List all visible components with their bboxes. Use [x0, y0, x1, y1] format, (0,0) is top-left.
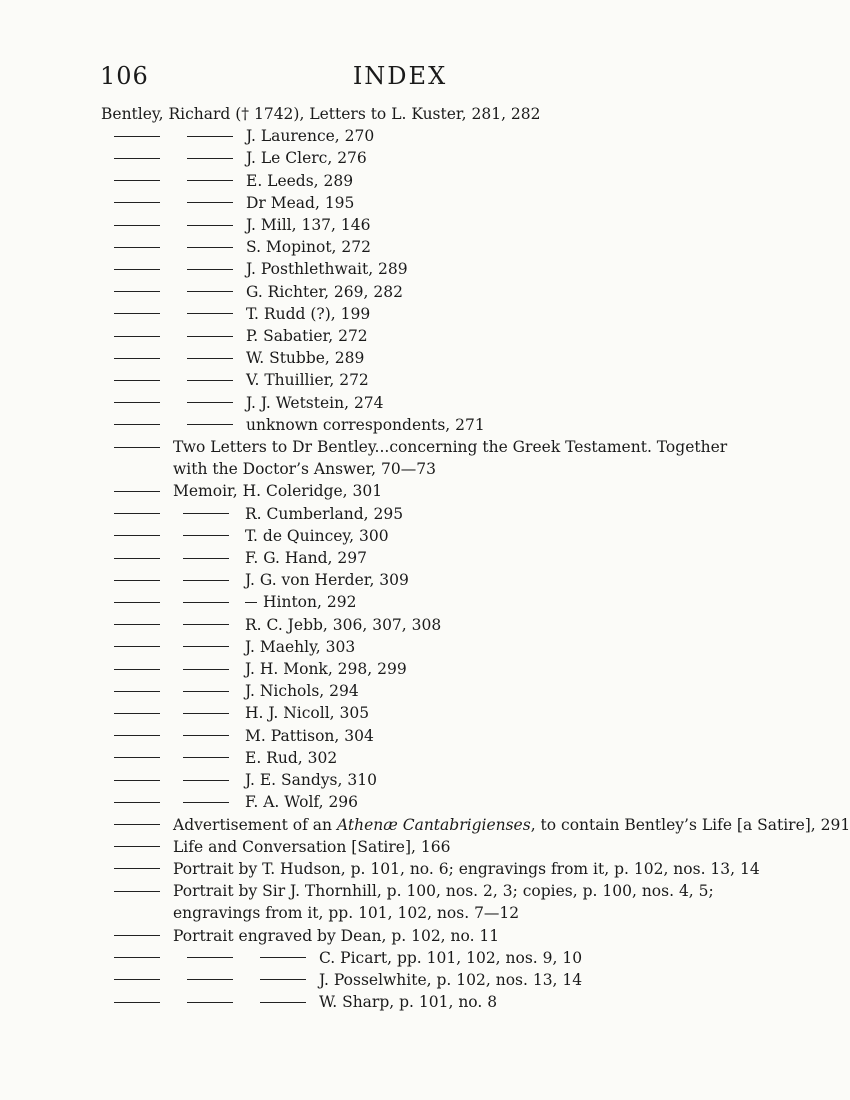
index-entry [101, 281, 766, 303]
entry-text: Two Letters to Dr Bentley...concerning the Greek Testament. Together with the Doctor’s Answer, 70—73 [173, 438, 728, 479]
ditto-dash [187, 1002, 233, 1003]
index-entry [101, 791, 766, 813]
index-entry [101, 192, 766, 214]
ditto-dash [183, 713, 229, 714]
ditto-dash [114, 269, 160, 270]
ditto-dash [260, 957, 306, 958]
ditto-dash [114, 358, 160, 359]
ditto-dash [183, 558, 229, 559]
ditto-dash [114, 158, 160, 159]
index-entry [101, 347, 766, 369]
ditto-dash [114, 1002, 160, 1003]
index-entry [101, 392, 766, 414]
index-entries [101, 103, 850, 1013]
ditto-dash [183, 624, 229, 625]
entry-text-after: , to contain Bentley’s Life [a Satire], 291 [530, 815, 850, 834]
ditto-dash [114, 802, 160, 803]
entry-text-before: Advertisement of an [173, 815, 337, 834]
entry-text: Portrait by T. Hudson, p. 101, no. 6; engravings from it, p. 102, nos. 13, 14 [173, 859, 760, 878]
entry-text: J. Mill, 137, 146 [246, 216, 371, 235]
index-entry [101, 702, 766, 724]
entry-text: J. Le Clerc, 276 [246, 149, 367, 168]
index-entry [101, 858, 766, 880]
ditto-dash [114, 824, 160, 825]
index-entry [101, 170, 766, 192]
index-entry [101, 836, 766, 858]
index-entry [101, 680, 766, 702]
ditto-dash [183, 602, 229, 603]
index-entry [101, 614, 766, 636]
index-entry [101, 569, 766, 591]
ditto-dash [187, 247, 233, 248]
ditto-dash [187, 336, 233, 337]
entry-text: J. G. von Herder, 309 [245, 571, 409, 590]
entry-text: J. H. Monk, 298, 299 [245, 660, 407, 679]
ditto-dash [114, 491, 160, 492]
entry-text: T. de Quincey, 300 [245, 526, 389, 545]
entry-text: S. Mopinot, 272 [246, 238, 371, 257]
ditto-dash [114, 780, 160, 781]
ditto-dash [114, 979, 160, 980]
ditto-dash [187, 225, 233, 226]
ditto-dash [187, 358, 233, 359]
entry-text: V. Thuillier, 272 [246, 371, 369, 390]
entry-text: E. Leeds, 289 [246, 171, 354, 190]
ditto-dash [114, 291, 160, 292]
entry-text-italic: Athenæ Cantabrigienses [336, 815, 531, 834]
ditto-dash [187, 180, 233, 181]
entry-text: Memoir, H. Coleridge, 301 [173, 482, 383, 501]
index-entry [101, 125, 766, 147]
ditto-dash [114, 868, 160, 869]
ditto-dash [114, 891, 160, 892]
ditto-dash [114, 336, 160, 337]
index-entry [101, 436, 766, 480]
index-entry [101, 236, 766, 258]
index-entry [101, 636, 766, 658]
ditto-dash [260, 1002, 306, 1003]
entry-text: M. Pattison, 304 [245, 726, 374, 745]
ditto-dash [187, 136, 233, 137]
ditto-dash [114, 624, 160, 625]
ditto-dash [114, 535, 160, 536]
entry-text: R. C. Jebb, 306, 307, 308 [245, 615, 442, 634]
ditto-dash [114, 669, 160, 670]
index-entry [101, 303, 766, 325]
index-entry [101, 147, 766, 169]
entry-text: P. Sabatier, 272 [246, 327, 368, 346]
entry-text: F. G. Hand, 297 [245, 549, 367, 568]
ditto-dash [183, 580, 229, 581]
ditto-dash [114, 935, 160, 936]
ditto-dash [187, 269, 233, 270]
ditto-dash [114, 136, 160, 137]
index-entry [101, 103, 766, 125]
ditto-dash [187, 291, 233, 292]
entry-text: J. J. Wetstein, 274 [246, 393, 384, 412]
entry-text: J. E. Sandys, 310 [245, 771, 377, 790]
ditto-dash [183, 757, 229, 758]
ditto-dash [187, 202, 233, 203]
index-entry [101, 814, 850, 836]
index-entry [101, 258, 766, 280]
entry-text: R. Cumberland, 295 [245, 504, 404, 523]
index-entry [101, 525, 766, 547]
ditto-dash [114, 646, 160, 647]
ditto-dash [114, 713, 160, 714]
index-entry [101, 369, 766, 391]
ditto-dash [114, 735, 160, 736]
entry-text: Hinton, 292 [263, 593, 357, 612]
entry-text: Dr Mead, 195 [246, 193, 355, 212]
ditto-dash [114, 313, 160, 314]
entry-text: unknown correspondents, 271 [246, 415, 485, 434]
index-entry [101, 925, 766, 947]
ditto-dash-short [245, 602, 257, 603]
index-entry [101, 591, 766, 613]
ditto-dash [114, 402, 160, 403]
index-entry [101, 480, 766, 502]
ditto-dash [187, 979, 233, 980]
index-entry [101, 547, 766, 569]
ditto-dash [114, 513, 160, 514]
ditto-dash [183, 535, 229, 536]
ditto-dash [114, 957, 160, 958]
ditto-dash [187, 957, 233, 958]
entry-text: Portrait by Sir J. Thornhill, p. 100, nos. 2, 3; copies, p. 100, nos. 4, 5; engravings from it, pp. 101, 102, nos. 7—12 [173, 882, 714, 923]
ditto-dash [183, 735, 229, 736]
index-entry [101, 747, 766, 769]
index-entry [101, 503, 766, 525]
entry-text: J. Posthlethwait, 289 [246, 260, 408, 279]
entry-text: J. Nichols, 294 [245, 682, 359, 701]
entry-text: J. Posselwhite, p. 102, nos. 13, 14 [319, 970, 583, 989]
page-header [100, 62, 700, 92]
ditto-dash [114, 202, 160, 203]
ditto-dash [114, 180, 160, 181]
entry-text: G. Richter, 269, 282 [246, 282, 403, 301]
entry-text: J. Laurence, 270 [246, 127, 375, 146]
index-entry [101, 725, 766, 747]
index-entry [101, 769, 766, 791]
entry-text: H. J. Nicoll, 305 [245, 704, 370, 723]
index-entry [101, 969, 766, 991]
entry-text: J. Maehly, 303 [245, 637, 356, 656]
ditto-dash [183, 513, 229, 514]
index-entry [101, 947, 766, 969]
ditto-dash [183, 691, 229, 692]
ditto-dash [187, 313, 233, 314]
entry-text: E. Rud, 302 [245, 748, 338, 767]
ditto-dash [187, 158, 233, 159]
ditto-dash [114, 580, 160, 581]
index-entry [101, 880, 766, 924]
ditto-dash [114, 846, 160, 847]
ditto-dash [114, 447, 160, 448]
ditto-dash [114, 757, 160, 758]
ditto-dash [114, 424, 160, 425]
ditto-dash [114, 691, 160, 692]
index-entry [101, 991, 766, 1013]
ditto-dash [114, 602, 160, 603]
ditto-dash [260, 979, 306, 980]
index-entry [101, 414, 766, 436]
ditto-dash [114, 225, 160, 226]
entry-text: W. Stubbe, 289 [246, 349, 365, 368]
ditto-dash [183, 802, 229, 803]
page-number: 106 [100, 62, 149, 90]
entry-text: W. Sharp, p. 101, no. 8 [319, 993, 498, 1012]
entry-text: T. Rudd (?), 199 [246, 304, 371, 323]
entry-text: Portrait engraved by Dean, p. 102, no. 11 [173, 926, 500, 945]
ditto-dash [114, 247, 160, 248]
entry-text: C. Picart, pp. 101, 102, nos. 9, 10 [319, 948, 583, 967]
index-entry [101, 214, 766, 236]
running-title: INDEX [352, 62, 448, 90]
ditto-dash [114, 380, 160, 381]
ditto-dash [187, 424, 233, 425]
entry-text: F. A. Wolf, 296 [245, 793, 359, 812]
ditto-dash [183, 646, 229, 647]
ditto-dash [183, 780, 229, 781]
index-entry [101, 325, 766, 347]
ditto-dash [187, 380, 233, 381]
ditto-dash [183, 669, 229, 670]
ditto-dash [187, 402, 233, 403]
index-entry [101, 658, 766, 680]
entry-text: Life and Conversation [Satire], 166 [173, 837, 451, 856]
ditto-dash [114, 558, 160, 559]
entry-text: Bentley, Richard († 1742), Letters to L. Kuster, 281, 282 [101, 105, 541, 123]
